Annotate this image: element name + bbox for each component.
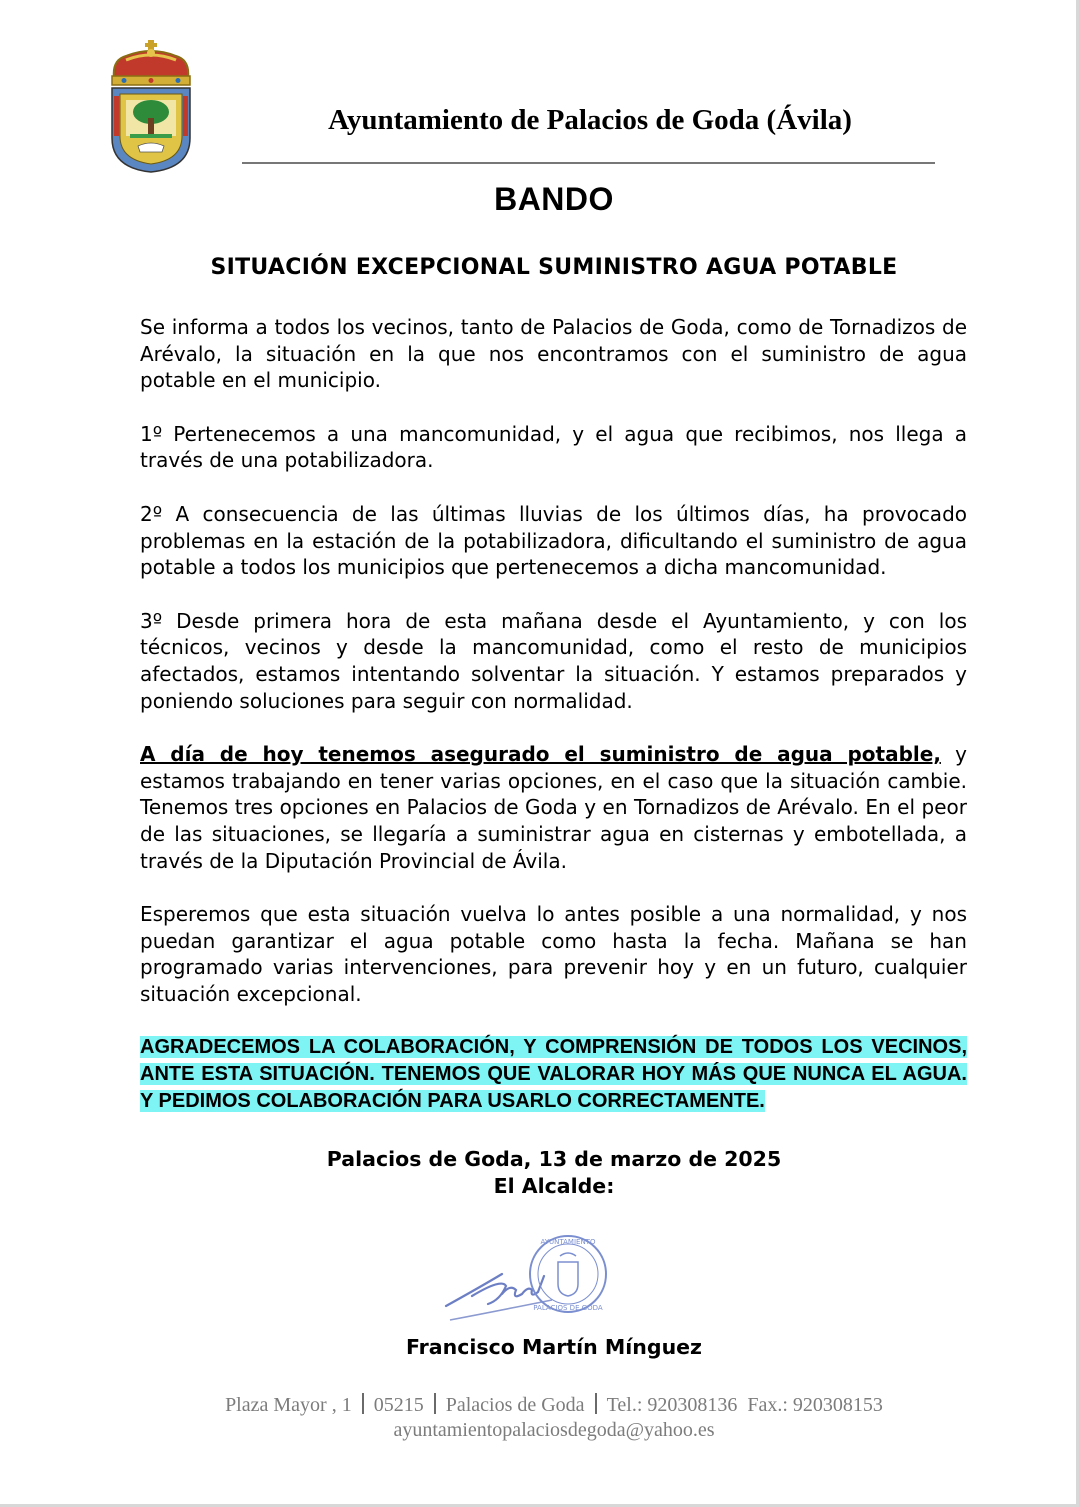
svg-text:AYUNTAMIENTO: AYUNTAMIENTO (540, 1238, 596, 1246)
document-body (140, 314, 967, 1141)
paragraph-5: Esperemos que esta situación vuelva lo antes posible a una normalidad, y nos puedan garantizar el agua potable como hasta la fecha. Mañana se han programado varias intervenciones, para prevenir hoy y en un futuro, cualquier situación excepcional. (140, 902, 967, 1006)
closing-block (0, 1146, 1079, 1200)
paragraph-3: 3º Desde primera hora de esta mañana desde el Ayuntamiento, y con los técnicos, vecinos y desde la mancomunidad, como el resto de municipios afectados, estamos intentando solventar la situación. Y estamos preparados y poniendo soluciones para seguir con normalidad. (140, 608, 967, 713)
footer-separator (595, 1393, 597, 1414)
footer-town: Palacios de Goda (445, 1394, 585, 1416)
footer-fax: Fax.: 920308153 (747, 1394, 883, 1416)
footer-email: ayuntamientopalaciosdegoda@yahoo.es (393, 1419, 715, 1441)
footer-separator (434, 1393, 436, 1414)
footer-postal-code: 05215 (373, 1394, 424, 1416)
footer-line-1 (0, 1393, 1079, 1418)
coat-of-arms-icon (104, 38, 198, 174)
footer-address: Plaza Mayor , 1 (225, 1394, 352, 1416)
document-kind-heading: BANDO (494, 181, 614, 217)
place-and-date: Palacios de Goda, 13 de marzo de 2025 (326, 1147, 782, 1171)
header-divider (242, 162, 935, 164)
footer-contact (0, 1393, 1079, 1443)
paragraph-1: 1º Pertenecemos a una mancomunidad, y el agua que recibimos, nos llega a través de una potabilizadora. (140, 421, 967, 473)
organization-title: Ayuntamiento de Palacios de Goda (Ávila) (328, 104, 852, 136)
paragraph-4-text: y estamos trabajando en tener varias opciones, en el caso que la situación cambie. Tenemos tres opciones en Palacios de Goda y en Tornadizos de Arévalo. En el peor de las situaciones, se llegaría a suministrar agua en cisternas y embotellada, a través de la Diputación Provincial de Ávila. (140, 742, 967, 873)
paragraph-4 (140, 741, 967, 874)
paragraph-4-emphasis: A día de hoy tenemos asegurado el suministro de agua potable, (140, 742, 941, 767)
svg-text:PALACIOS DE GODA: PALACIOS DE GODA (533, 1304, 603, 1312)
signer-name: Francisco Martín Mínguez (405, 1335, 702, 1359)
document-subject: SITUACIÓN EXCEPCIONAL SUMINISTRO AGUA POTABLE (210, 255, 898, 280)
highlighted-notice (140, 1034, 967, 1114)
footer-separator (362, 1393, 364, 1414)
signature-and-stamp-icon (442, 1234, 612, 1330)
paragraph-2: 2º A consecuencia de las últimas lluvias de los últimos días, ha provocado problemas en la estación de la potabilizadora, dificultando el suministro de agua potable a todos los municipios que pertenecemos a dicha mancomunidad. (140, 501, 967, 580)
highlighted-notice-text: AGRADECEMOS LA COLABORACIÓN, Y COMPRENSIÓN DE TODOS LOS VECINOS, ANTE ESTA SITUACIÓN. TENEMOS QUE VALORAR HOY MÁS QUE NUNCA EL AGUA. Y PEDIMOS COLABORACIÓN PARA USARLO CORRECTAMENTE. (140, 1036, 967, 1112)
signer-role: El Alcalde: (493, 1174, 615, 1198)
paragraph-intro: Se informa a todos los vecinos, tanto de Palacios de Goda, como de Tornadizos de Arévalo, la situación en la que nos encontramos con el suministro de agua potable en el municipio. (140, 315, 967, 393)
footer-phone: Tel.: 920308136 (606, 1394, 738, 1416)
